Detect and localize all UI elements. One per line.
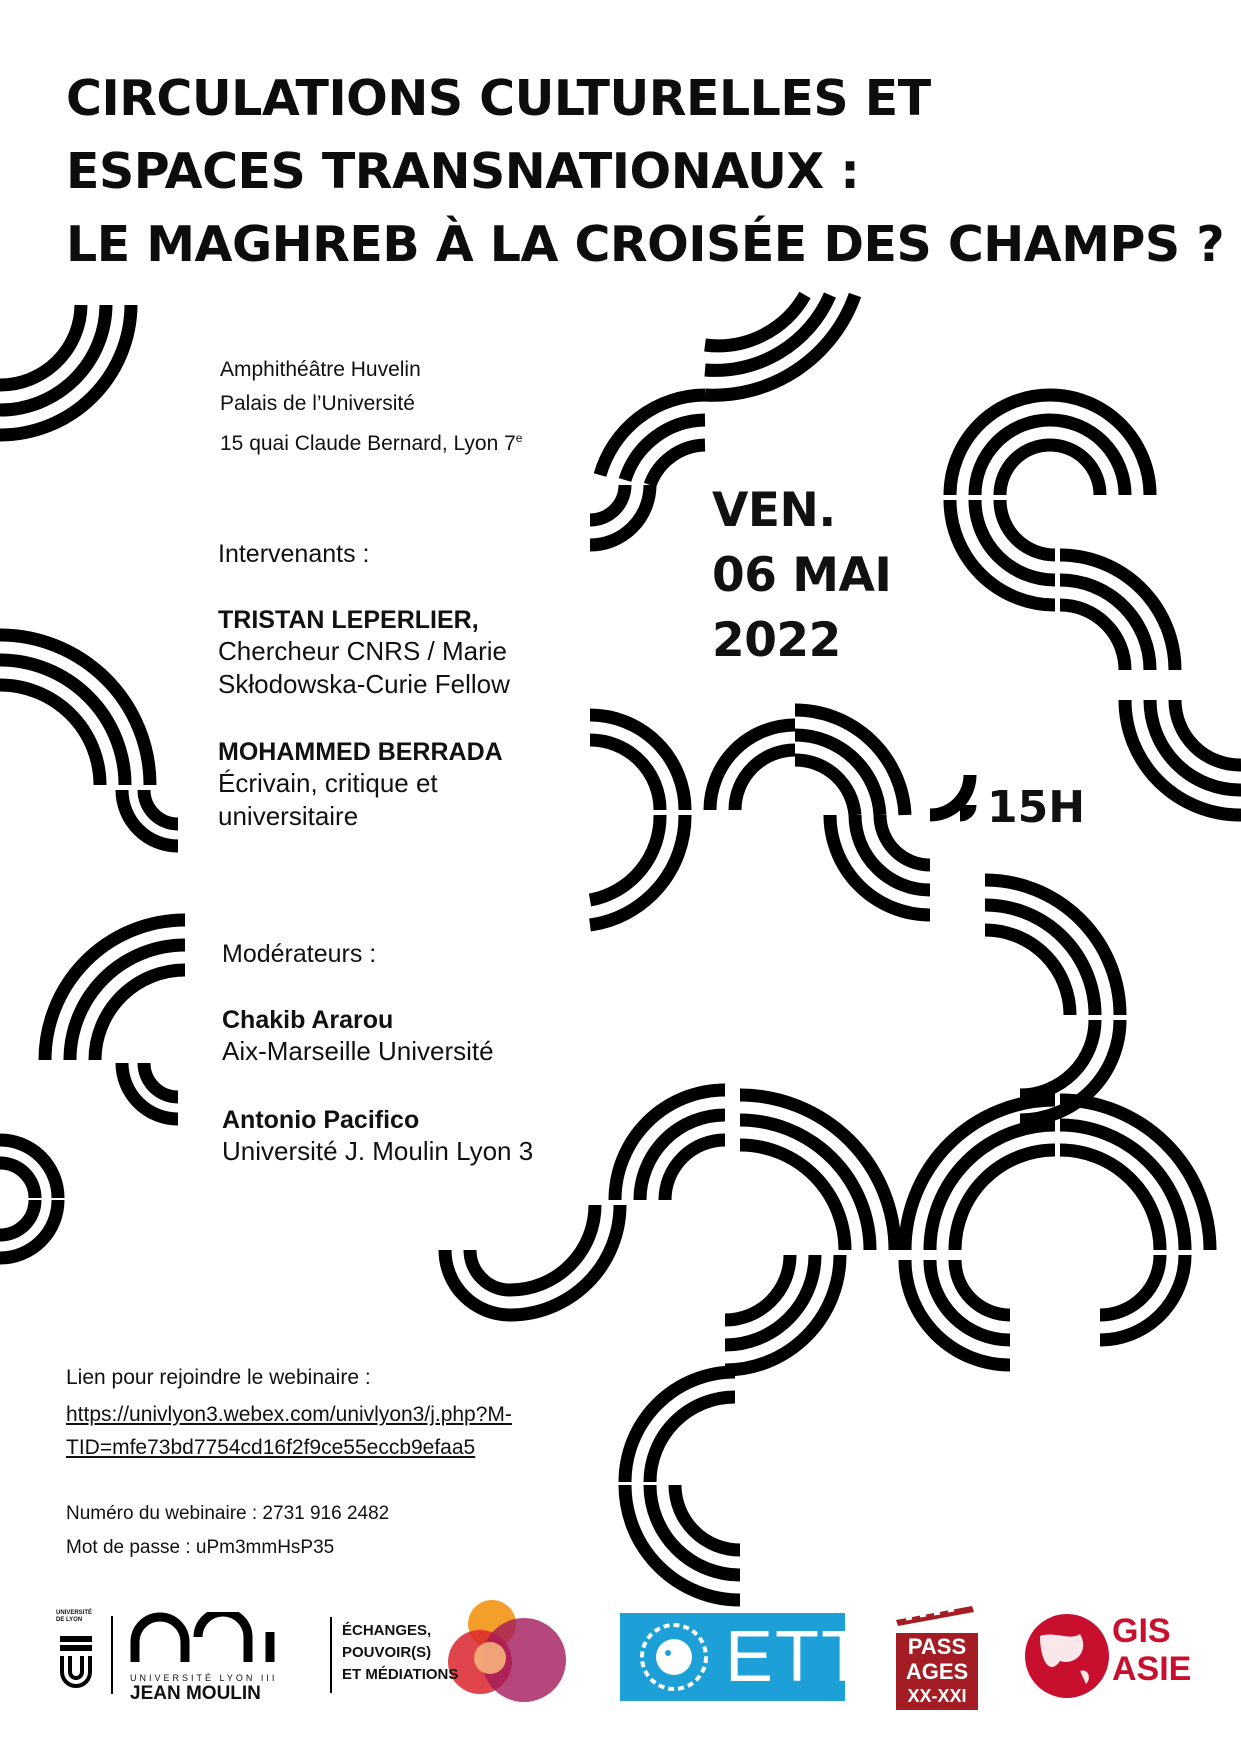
gis-line-2: ASIE: [1112, 1650, 1192, 1688]
event-year: 2022: [712, 613, 841, 668]
arc-group-left-middle: [0, 635, 178, 846]
webinar-link-line-1[interactable]: https://univlyon3.webex.com/univlyon3/j.php?M-: [66, 1403, 512, 1426]
speaker-1-name: TRISTAN LEPERLIER,: [218, 606, 479, 634]
moderator-2-name: Antonio Pacifico: [222, 1106, 420, 1134]
lion-head-icon: [634, 1617, 714, 1697]
speaker-1-role-line-2: Skłodowska-Curie Fellow: [218, 669, 510, 699]
arc-group-left-lower: [0, 920, 185, 1258]
lyon3-top-text: UNIVERSITÉ LYON III: [130, 1673, 278, 1683]
epm-line-3: ET MÉDIATIONS: [342, 1666, 459, 1683]
moderator-1: [222, 1006, 494, 1068]
webinar-number: Numéro du webinaire : 2731 916 2482: [66, 1503, 390, 1524]
moderators-label: Modérateurs :: [222, 940, 377, 968]
moderator-2-role: Université J. Moulin Lyon 3: [222, 1136, 534, 1166]
poster-title: [66, 62, 1225, 281]
lyon3-arcs-icon: [130, 1612, 280, 1668]
epm-line-2: POUVOIR(S): [342, 1644, 432, 1661]
speaker-2: [218, 738, 503, 833]
passages-logo: [896, 1606, 978, 1704]
event-date: [712, 478, 891, 673]
title-line-1: CIRCULATIONS CULTURELLES ET: [66, 70, 931, 127]
arc-group-top-left: [0, 305, 131, 435]
speaker-1-role-line-1: Chercheur CNRS / Marie: [218, 636, 507, 666]
venue-address: 15 quai Claude Bernard, Lyon 7e: [220, 431, 523, 455]
gis-text: [1112, 1612, 1191, 1688]
event-day-month: 06 MAI: [712, 548, 892, 603]
passages-text: [896, 1633, 978, 1710]
epm-circles-icon: [440, 1596, 580, 1706]
speaker-2-role-line-1: Écrivain, critique et: [218, 768, 438, 798]
ett-text: ETT: [725, 1617, 867, 1697]
arc-group-right-s: [950, 395, 1241, 815]
ett-logo: [620, 1613, 867, 1701]
lyon-small-text: UNIVERSITÉ DE LYON: [56, 1610, 93, 1623]
webinar-link[interactable]: [66, 1398, 512, 1464]
speaker-1: [218, 606, 510, 701]
logo-divider: [111, 1616, 113, 1694]
moderator-1-role: Aix-Marseille Université: [222, 1036, 494, 1066]
event-time: 15H: [987, 782, 1086, 833]
speaker-2-role-line-2: universitaire: [218, 801, 359, 831]
epm-logo-text: [342, 1620, 458, 1686]
passages-line-1: PASS: [907, 1634, 967, 1659]
arc-group-middle-wave: [590, 710, 1120, 1120]
passages-line-2: AGES: [905, 1659, 969, 1684]
universite-de-lyon-logo: [56, 1610, 104, 1690]
speakers-label: Intervenants :: [218, 540, 370, 568]
webinar-password: Mot de passe : uPm3mmHsP35: [66, 1537, 335, 1558]
gis-asie-logo: [1020, 1612, 1195, 1702]
moderator-1-name: Chakib Ararou: [222, 1006, 394, 1034]
venue-address-superscript: e: [515, 431, 523, 445]
webinar-link-line-2[interactable]: TID=mfe73bd7754cd16f2f9ce55eccb9efaa5: [66, 1436, 476, 1459]
arc-group-bottom: [445, 1090, 1210, 1600]
venue-name: Amphithéâtre Huvelin: [220, 358, 421, 381]
moderator-2: [222, 1106, 533, 1168]
lion-emblem-icon: [56, 1628, 100, 1688]
lyon3-bottom-text: JEAN MOULIN: [130, 1683, 261, 1704]
title-line-2: ESPACES TRANSNATIONAUX :: [66, 143, 860, 200]
title-line-3: LE MAGHREB À LA CROISÉE DES CHAMPS ?: [66, 216, 1225, 273]
venue-building: Palais de l’Université: [220, 392, 415, 415]
epm-line-1: ÉCHANGES,: [342, 1622, 432, 1639]
epm-logo-bar: [330, 1617, 332, 1693]
event-day: VEN.: [712, 483, 836, 538]
lyon3-jean-moulin-logo: [130, 1612, 280, 1702]
venue-block: [220, 353, 522, 461]
passages-line-3: XX-XXI: [907, 1686, 967, 1706]
globe-icon: [1020, 1606, 1115, 1701]
speaker-2-name: MOHAMMED BERRADA: [218, 738, 503, 766]
film-clapper-icon: [896, 1606, 978, 1628]
webinar-link-label: Lien pour rejoindre le webinaire :: [66, 1366, 371, 1389]
gis-line-1: GIS: [1112, 1612, 1171, 1650]
